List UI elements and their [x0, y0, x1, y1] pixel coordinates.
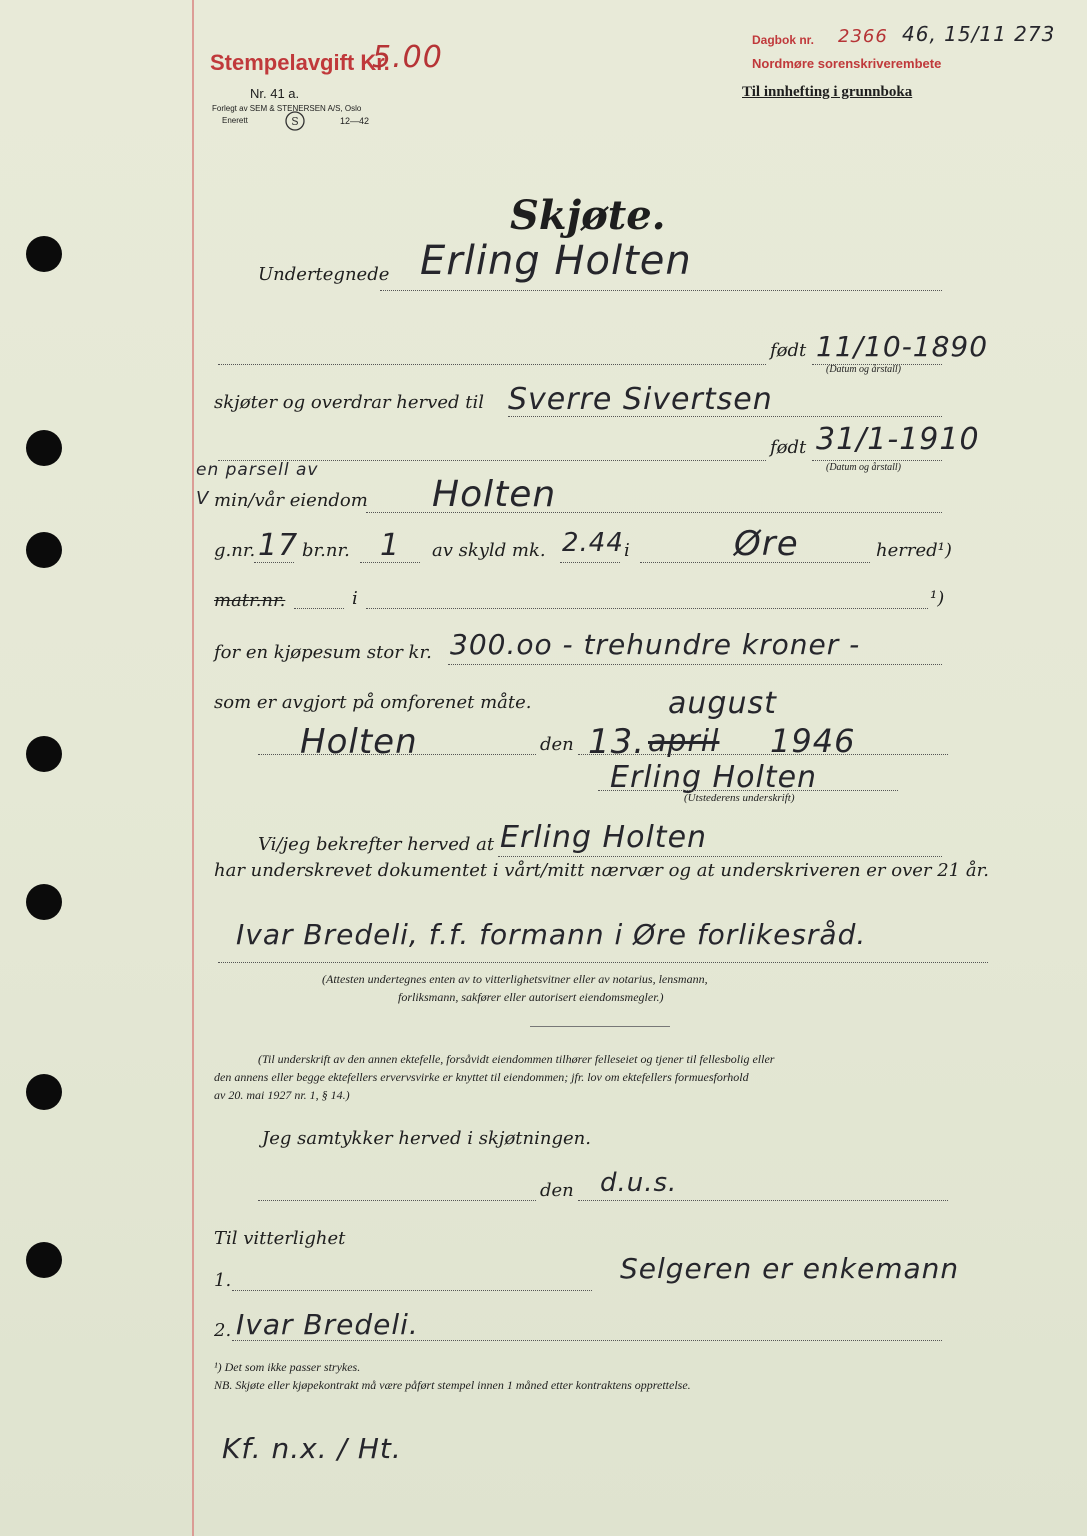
price-label: for en kjøpesum stor kr. — [214, 642, 432, 663]
margin-rule — [192, 0, 194, 1536]
fill-line — [560, 562, 620, 563]
insertion-caret: V — [196, 488, 210, 509]
place-name: Holten — [300, 722, 418, 762]
herred-label: herred¹) — [876, 540, 952, 561]
spouse-note: (Til underskrift av den annen ektefelle, forsåvidt eiendommen tilhører felleseiet og tjener til fellesbolig eller — [258, 1052, 775, 1066]
born-label: født — [770, 437, 807, 458]
fill-line — [258, 754, 536, 755]
dagbok-number: 2366 — [838, 26, 888, 47]
witness2-signature: Ivar Bredeli. — [236, 1308, 419, 1341]
witness2-number: 2. — [214, 1320, 232, 1341]
matr-label: matr.nr. — [214, 590, 286, 611]
matr-footnote-mark: ¹) — [930, 588, 945, 609]
gnr-value: 17 — [258, 528, 299, 563]
brnr-value: 1 — [380, 528, 401, 563]
fill-line — [258, 1200, 536, 1201]
fill-line — [578, 1200, 948, 1201]
fill-line — [232, 1340, 942, 1341]
consent-date: d.u.s. — [600, 1168, 678, 1198]
filing-note: Til innhefting i grunnboka — [742, 84, 913, 100]
settled-label: som er avgjort på omforenet måte. — [214, 692, 532, 713]
confirm-prefix: Vi/jeg bekrefter herved at — [258, 834, 495, 855]
skyld-value: 2.44 — [562, 528, 624, 558]
issuer-signature: Erling Holten — [610, 760, 818, 795]
gnr-label: g.nr. — [214, 540, 256, 561]
svg-text:S: S — [291, 115, 299, 128]
dagbok-reference: 46, 15/11 273 — [902, 22, 1056, 46]
skyld-label: av skyld mk. — [432, 540, 546, 561]
seller-note: Selgeren er enkemann — [620, 1252, 960, 1285]
fill-line — [294, 608, 344, 609]
price-value: 300.oo - trehundre kroner - — [450, 628, 861, 661]
spouse-note: av 20. mai 1927 nr. 1, § 14.) — [214, 1088, 350, 1102]
date-month-struck: april — [648, 724, 720, 759]
form-number: Nr. 41 a. — [250, 86, 300, 101]
fill-line — [366, 608, 928, 609]
born-label: født — [770, 340, 807, 361]
witness1-number: 1. — [214, 1270, 232, 1291]
signature-line — [598, 790, 898, 791]
consent-den-label: den — [540, 1180, 574, 1201]
insertion-note: en parsell av — [196, 460, 319, 480]
fill-line — [812, 460, 942, 461]
fill-line — [218, 364, 766, 365]
matr-in-label: i — [352, 588, 358, 609]
punch-hole — [26, 430, 62, 466]
punch-hole — [26, 736, 62, 772]
stamp-fee-value: 5.00 — [372, 40, 443, 75]
municipality: Øre — [734, 524, 799, 564]
property-name: Holten — [432, 474, 557, 515]
punch-hole — [26, 884, 62, 920]
attest-note: (Attesten undertegnes enten av to vitterlighetsvitner eller av notarius, lensmann, — [322, 972, 708, 986]
registry-stamp: Nordmøre sorenskriverembete — [752, 56, 942, 71]
date-den-label: den — [540, 734, 574, 755]
undersigned-label: Undertegnede — [258, 264, 390, 285]
fill-line — [218, 962, 988, 963]
publisher-logo-icon — [284, 110, 306, 132]
stamp-fee-label: Stempelavgift Kr. — [210, 50, 390, 75]
punch-hole — [26, 1074, 62, 1110]
attest-note: forliksmann, sakfører eller autorisert eiendomsmegler.) — [398, 990, 664, 1004]
seller-name: Erling Holten — [420, 238, 692, 284]
fill-line — [498, 856, 942, 857]
buyer-name: Sverre Sivertsen — [508, 382, 773, 417]
publisher-enerett: Enerett — [222, 116, 248, 125]
document-title: Skjøte. — [510, 192, 666, 239]
punch-hole — [26, 532, 62, 568]
seller-dob: 11/10-1890 — [816, 330, 989, 363]
consent-label: Jeg samtykker herved i skjøtningen. — [262, 1128, 591, 1149]
buyer-dob: 31/1-1910 — [816, 422, 980, 457]
punch-hole — [26, 1242, 62, 1278]
property-label: min/vår eiendom — [214, 490, 368, 511]
publisher-line: Forlegt av SEM & STENERSEN A/S, Oslo — [212, 104, 362, 113]
footnote: ¹) Det som ikke passer strykes. — [214, 1360, 361, 1374]
bottom-note: Kf. n.x. / Ht. — [222, 1432, 402, 1465]
separator-rule — [530, 1026, 670, 1027]
punch-hole — [26, 236, 62, 272]
witness-heading: Til vitterlighet — [214, 1228, 346, 1249]
in-label: i — [624, 540, 630, 561]
footnote: NB. Skjøte eller kjøpekontrakt må være påført stempel innen 1 måned etter kontraktens opprettelse. — [214, 1378, 691, 1392]
fill-line — [232, 1290, 592, 1291]
issuer-signature-hint: (Utstederens underskrift) — [684, 792, 795, 804]
date-hint: (Datum og årstall) — [826, 364, 901, 375]
fill-line — [380, 290, 942, 291]
witness-signature: Ivar Bredeli, f.f. formann i Øre forlikesråd. — [236, 918, 867, 951]
date-month: august — [668, 686, 777, 721]
date-year: 1946 — [770, 722, 856, 760]
date-day: 13. — [588, 722, 646, 762]
spouse-note: den annens eller begge ektefellers ervervsvirke er knyttet til eiendommen; jfr. lov om ektefellers formuesforhold — [214, 1070, 749, 1084]
transfer-label: skjøter og overdrar herved til — [214, 392, 484, 413]
date-hint: (Datum og årstall) — [826, 462, 901, 473]
brnr-label: br.nr. — [302, 540, 350, 561]
fill-line — [448, 664, 942, 665]
confirm-line: har underskrevet dokumentet i vårt/mitt nærvær og at underskriveren er over 21 år. — [214, 860, 989, 881]
publisher-date: 12—42 — [340, 116, 370, 126]
dagbok-label: Dagbok nr. — [752, 33, 815, 47]
confirm-name: Erling Holten — [500, 820, 708, 855]
